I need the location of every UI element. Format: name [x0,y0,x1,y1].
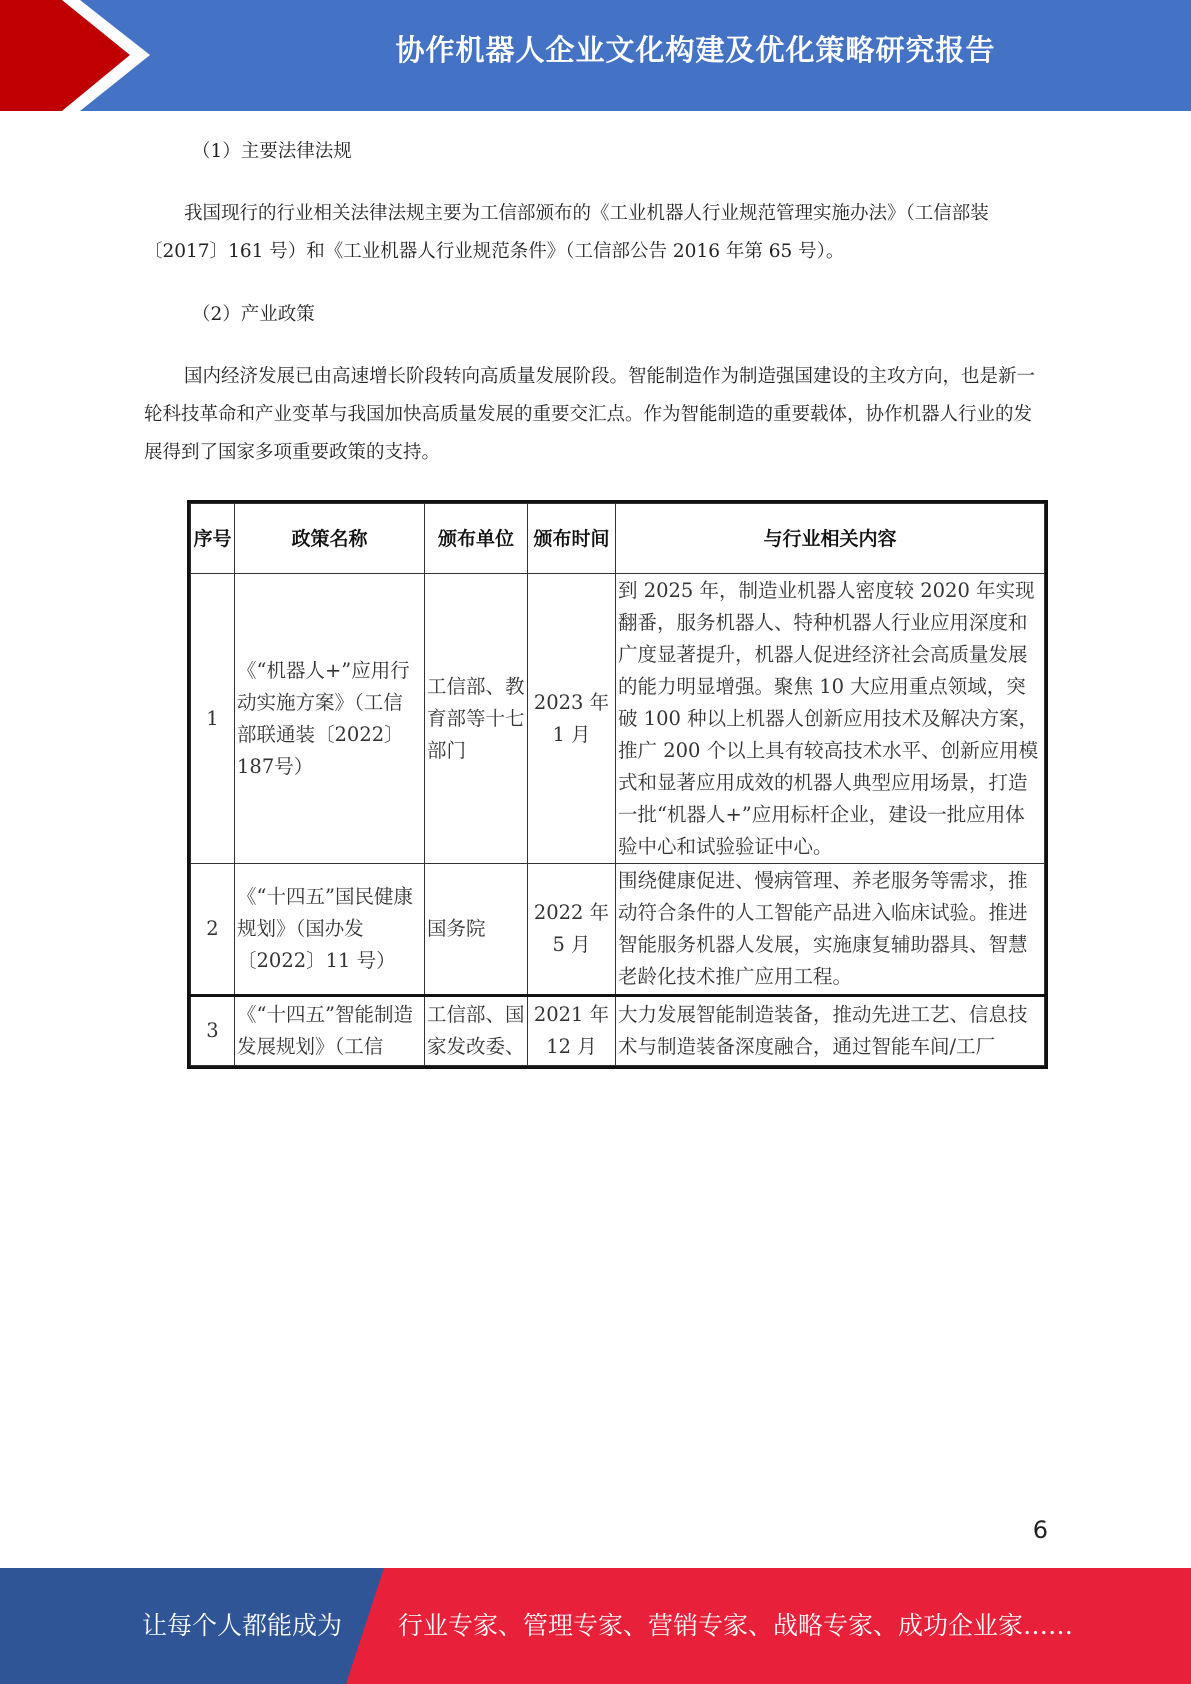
section-2-body: 国内经济发展已由高速增长阶段转向高质量发展阶段。智能制造作为制造强国建设的主攻方向，也是新一轮科技革命和产业变革与我国加快高质量发展的重要交汇点。作为智能制造的重要载体，协作机器人行业的发展得到了国家多项重要政策的支持。 [144,366,1036,463]
row-issuer: 工信部、国家发改委、 [425,996,528,1066]
table-row [191,864,1045,996]
header-no: 序号 [191,504,235,574]
policy-table [187,500,1048,1069]
header-content: 与行业相关内容 [616,504,1045,574]
page-number: 6 [1032,1516,1048,1544]
row-date: 2022 年 5 月 [528,864,616,996]
row-policy-name: 《“十四五”国民健康规划》（国办发〔2022〕11 号） [235,864,425,996]
header-issuer: 颁布单位 [425,504,528,574]
section-2-heading: （2）产业政策 [192,304,315,325]
row-policy-name: 《“十四五”智能制造发展规划》（工信 [235,996,425,1066]
row-issuer: 工信部、教育部等十七部门 [425,574,528,864]
page-footer [0,1568,1191,1684]
row-no: 3 [191,996,235,1066]
table-header-row [191,504,1045,574]
page-header [0,0,1191,111]
row-date: 2021 年 12 月 [528,996,616,1066]
header-policy-name: 政策名称 [235,504,425,574]
row-no: 1 [191,574,235,864]
row-content: 到 2025 年，制造业机器人密度较 2020 年实现翻番，服务机器人、特种机器人行业应用深度和广度显著提升，机器人促进经济社会高质量发展的能力明显增强。聚焦 10 大应用重点领域，突破 100 种以上机器人创新应用技术及解决方案，推广 200 个以上具有较高技术水平、创新应用模式和显著应用成效的机器人典型应用场景，打造一批“机器人+”应用标杆企业，建设一批应用体验中心和试验验证中心。 [616,574,1045,864]
header-title: 协作机器人企业文化构建及优化策略研究报告 [395,33,996,67]
row-issuer: 国务院 [425,864,528,996]
table-row [191,996,1045,1066]
footer-slogan-right: 行业专家、管理专家、营销专家、战略专家、成功企业家…… [398,1611,1074,1640]
row-content: 围绕健康促进、慢病管理、养老服务等需求，推动符合条件的人工智能产品进入临床试验。推进智能服务机器人发展，实施康复辅助器具、智慧老龄化技术推广应用工程。 [616,864,1045,996]
section-1-heading: （1）主要法律法规 [192,141,352,162]
row-date: 2023 年 1 月 [528,574,616,864]
row-content: 大力发展智能制造装备，推动先进工艺、信息技术与制造装备深度融合，通过智能车间/工厂 [616,996,1045,1066]
row-policy-name: 《“机器人+”应用行动实施方案》（工信部联通装〔2022〕187号） [235,574,425,864]
row-no: 2 [191,864,235,996]
section-1-body: 我国现行的行业相关法律法规主要为工信部颁布的《工业机器人行业规范管理实施办法》（工信部装〔2017〕161 号）和《工业机器人行业规范条件》（工信部公告 2016 年第 65 号）。 [144,203,989,262]
header-date: 颁布时间 [528,504,616,574]
table-row [191,574,1045,864]
footer-slogan-left: 让每个人都能成为 [142,1611,343,1640]
